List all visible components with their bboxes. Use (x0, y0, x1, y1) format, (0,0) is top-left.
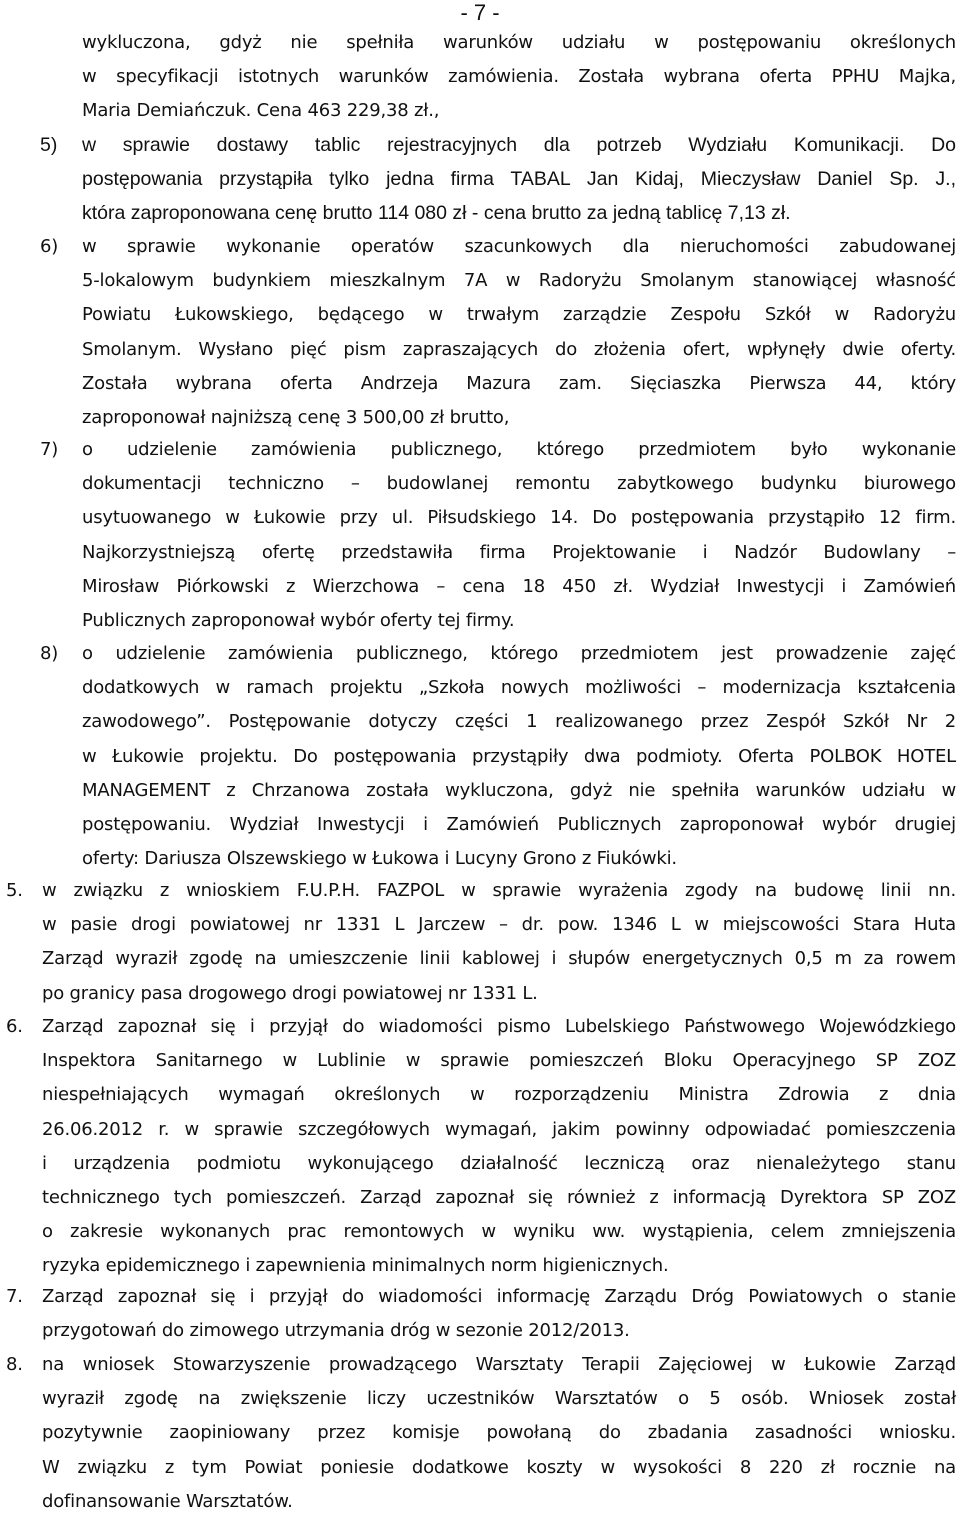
text-line: w pasie drogi powiatowej nr 1331 L Jarczew – dr. pow. 1346 L w miejscowości Stara Huta (42, 914, 956, 936)
text-line: postępowania przystąpiła tylko jedna firma TABAL Jan Kidaj, Mieczysław Daniel Sp. J., (82, 168, 956, 191)
text-line: Została wybrana oferta Andrzeja Mazura zam. Sięciaszka Pierwsza 44, który (82, 372, 956, 394)
text-line: w sprawie wykonanie operatów szacunkowych dla nieruchomości zabudowanej (82, 236, 956, 257)
text-line: Powiatu Łukowskiego, będącego w trwałym zarządzie Zespołu Szkół w Radoryżu (82, 304, 956, 326)
list-marker: 8. (6, 1354, 23, 1375)
text-line: Zarząd zapoznał się i przyjął do wiadomości informację Zarządu Dróg Powiatowych o stanie (42, 1286, 956, 1307)
text-line: pozytywnie zaopiniowany przez komisje powołaną do zbadania zasadności wniosku. (42, 1422, 956, 1444)
list-marker: 5. (6, 880, 23, 901)
text-line: niespełniających wymagań określonych w rozporządzeniu Ministra Zdrowia z dnia (42, 1084, 956, 1106)
text-line: Inspektora Sanitarnego w Lublinie w sprawie pomieszczeń Bloku Operacyjnego SP ZOZ (42, 1050, 956, 1072)
text-line: Maria Demiańczuk. Cena 463 229,38 zł., (82, 100, 440, 122)
text-line: w specyfikacji istotnych warunków zamówienia. Została wybrana oferta PPHU Majka, (82, 66, 956, 88)
text-line: o udzielenie zamówienia publicznego, którego przedmiotem jest prowadzenie zajęć (82, 643, 956, 664)
list-marker: 6) (40, 236, 59, 257)
text-line: na wniosek Stowarzyszenie prowadzącego Warsztaty Terapii Zajęciowej w Łukowie Zarząd (42, 1354, 956, 1375)
text-line: zawodowego”. Postępowanie dotyczy części 1 realizowanego przez Zespół Szkół Nr 2 (82, 711, 956, 733)
text-line: Zarząd zapoznał się i przyjął do wiadomości pismo Lubelskiego Państwowego Wojewódzkiego (42, 1016, 956, 1037)
list-marker: 8) (40, 643, 59, 664)
list-marker: 6. (6, 1016, 23, 1037)
text-line: w Łukowie projektu. Do postępowania przystąpiły dwa podmioty. Oferta POLBOK HOTEL (82, 745, 956, 767)
text-line: Smolanym. Wysłano pięć pism zapraszających do złożenia ofert, wpłynęły dwie oferty. (82, 338, 956, 360)
text-line: Mirosław Piórkowski z Wierzchowa – cena 18 450 zł. Wydział Inwestycji i Zamówień (82, 575, 956, 597)
text-line: wykluczona, gdyż nie spełniła warunków udziału w postępowaniu określonych (82, 32, 956, 53)
text-line: wyraził zgodę na zwiększenie liczy uczestników Warsztatów o 5 osób. Wniosek został (42, 1388, 956, 1410)
text-line: i urządzenia podmiotu wykonującego działalność leczniczą oraz nienależytego stanu (42, 1152, 956, 1174)
text-line: o zakresie wykonanych prac remontowych w wyniku ww. wystąpienia, celem zmniejszenia (42, 1221, 956, 1243)
text-line: w sprawie dostawy tablic rejestracyjnych dla potrzeb Wydziału Komunikacji. Do (82, 134, 956, 156)
text-line: postępowaniu. Wydział Inwestycji i Zamówień Publicznych zaproponował wybór drugiej (82, 814, 956, 835)
text-line: dodatkowych w ramach projektu „Szkoła nowych możliwości – modernizacja kształcenia (82, 677, 956, 699)
text-line: technicznego tych pomieszczeń. Zarząd zapoznał się również z informacją Dyrektora SP ZOZ (42, 1187, 956, 1208)
text-line: dofinansowanie Warsztatów. (42, 1490, 293, 1512)
text-line: oferty: Dariusza Olszewskiego w Łukowa i Lucyny Grono z Fiukówki. (82, 848, 677, 870)
text-line: 26.06.2012 r. w sprawie szczegółowych wymagań, jakim powinny odpowiadać pomieszczenia (42, 1118, 956, 1140)
list-marker: 7) (40, 439, 59, 460)
text-line: Publicznych zaproponował wybór oferty tej firmy. (82, 610, 515, 631)
list-marker: 5) (40, 134, 58, 156)
text-line: przygotowań do zimowego utrzymania dróg w sezonie 2012/2013. (42, 1320, 630, 1342)
text-line: o udzielenie zamówienia publicznego, którego przedmiotem było wykonanie (82, 439, 956, 460)
text-line: 5-lokalowym budynkiem mieszkalnym 7A w Radoryżu Smolanym stanowiącej własność (82, 270, 956, 292)
text-line: Zarząd wyraził zgodę na umieszczenie linii kablowej i słupów energetycznych 0,5 m za rowem (42, 948, 956, 970)
page-number: - 7 - (460, 0, 500, 25)
text-line: która zaproponowana cenę brutto 114 080 zł - cena brutto za jedną tablicę 7,13 zł. (82, 202, 791, 225)
text-line: ryzyka epidemicznego i zapewnienia minimalnych norm higienicznych. (42, 1255, 669, 1277)
text-line: Najkorzystniejszą ofertę przedstawiła firma Projektowanie i Nadzór Budowlany – (82, 541, 956, 563)
list-marker: 7. (6, 1286, 23, 1307)
text-line: w związku z wnioskiem F.U.P.H. FAZPOL w sprawie wyrażenia zgody na budowę linii nn. (42, 880, 956, 901)
text-line: MANAGEMENT z Chrzanowa została wykluczona, gdyż nie spełniła warunków udziału w (82, 779, 956, 801)
text-line: usytuowanego w Łukowie przy ul. Piłsudskiego 14. Do postępowania przystąpiło 12 firm. (82, 507, 956, 529)
text-line: zaproponował najniższą cenę 3 500,00 zł brutto, (82, 407, 510, 428)
text-line: W związku z tym Powiat poniesie dodatkowe koszty w wysokości 8 220 zł rocznie na (42, 1456, 956, 1478)
text-line: dokumentacji techniczno – budowlanej remontu zabytkowego budynku biurowego (82, 473, 956, 495)
text-line: po granicy pasa drogowego drogi powiatowej nr 1331 L. (42, 982, 538, 1004)
